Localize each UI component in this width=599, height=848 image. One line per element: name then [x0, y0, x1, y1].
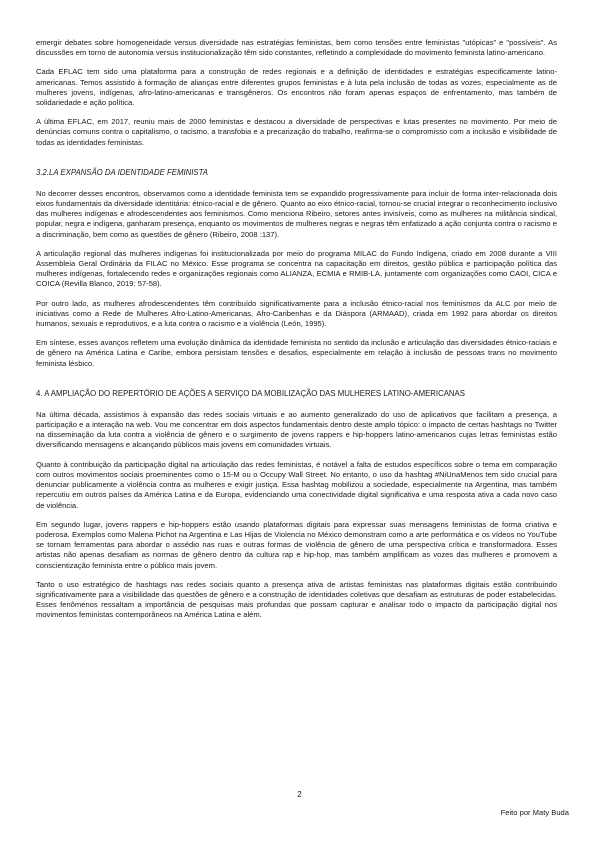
section-3-2-heading: 3.2.LA EXPANSÃO DA IDENTIDADE FEMINISTA	[36, 167, 209, 177]
footer-credit: Feito por Maty Buda	[500, 808, 569, 817]
page-number: 2	[297, 790, 302, 799]
section-4-paragraph-1: Na última década, assistimos à expansão das redes sociais virtuais e ao aumento generalizado do uso de aplicativos que facilitam a presença, a participação e a interação na web. Vou me concentrar em dois aspectos fundamentais dentro deste amplo tópico: o impacto de certas hashtags no Twitter na disseminação da luta contra a violência de gênero e o surgimento de jovens rappers e hip-hoppers latino-americanos cujas letras feministas estão diversificando mensagens e alcançando públicos mais jovens em comunidades virtuais.	[36, 409, 557, 450]
intro-paragraph-2: Cada EFLAC tem sido uma plataforma para a construção de redes regionais e a definição de identidades e estratégias especificamente latino-americanas. Temos assistido à formação de alianças entre diferentes grupos feministas e à luta pela inclusão de todas as vozes, especialmente as de mulheres jovens, indígenas, afro-latino-americanas e transgêneros. Os encontros não foram apenas espaços de enfrentamento, mas também de solidariedade e ação política.	[36, 67, 557, 108]
section-4-heading: 4. A AMPLIAÇÃO DO REPERTÓRIO DE AÇÕES A SERVIÇO DA MOBILIZAÇÃO DAS MULHERES LATINO-AMERICANAS	[36, 388, 465, 398]
section-4-paragraph-3: Em segundo lugar, jovens rappers e hip-hoppers estão usando plataformas digitais para expressar suas mensagens feministas de forma criativa e poderosa. Exemplos como Malena Pichot na Argentina e Las Hijas de Violencia no México demonstram como a arte performática e os vídeos no YouTube se tornam ferramentas para abordar o assédio nas ruas e outras formas de violência de gênero de uma perspectiva crítica e transformadora. Esses artistas não apenas desafiam as normas de gênero dentro da cultura rap e hip-hop, mas também amplificam as vozes das mulheres e promovem a conscientização feminista entre o público mais jovem.	[36, 519, 557, 570]
intro-paragraph-1: emergir debates sobre homogeneidade versus diversidade nas estratégias feministas, bem como tensões entre feministas "utópicas" e "possíveis". As discussões em torno de autonomia versus institucionalização têm sido constantes, refletindo a complexidade do movimento feminista latino-americano.	[36, 38, 557, 58]
section-3-2-paragraph-2: A articulação regional das mulheres indígenas foi institucionalizada por meio do programa MILAC do Fundo Indígena, criado em 2008 durante a VIII Assembleia Geral Ordinária da FILAC no México. Esse programa se concentra na capacitação em direitos, gestão pública e participação política das mulheres indígenas, fortalecendo redes e organizações regionais como ALIANZA, ECMIA e RMIB-LA, juntamente com organizações como CAOI, CICA e COICA (Revilla Blanco, 2019: 57-58).	[36, 248, 557, 289]
section-3-2-paragraph-4: Em síntese, esses avanços refletem uma evolução dinâmica da identidade feminista no sentido da inclusão e articulação das diversidades étnico-raciais e de gênero na América Latina e Caribe, embora persistam tensões e desafios, especialmente em relação à inclusão de pessoas trans no movimento feminista lésbico.	[36, 338, 557, 368]
section-4-paragraph-2: Quanto à contribuição da participação digital na articulação das redes feministas, é notável a falta de estudos específicos sobre o tema em comparação com outros movimentos sociais proeminentes como o 15-M ou o Occupy Wall Street. No entanto, o uso da hashtag #NiUnaMenos tem sido crucial para denunciar publicamente a violência contra as mulheres e exigir justiça. Essa hashtag mobilizou a sociedade, especialmente na Argentina, mas também repercutiu em outros países da América Latina e da Europa, evidenciando uma conectividade digital significativa e uma resposta ativa a cada novo caso de violência.	[36, 459, 557, 510]
section-4-paragraph-4: Tanto o uso estratégico de hashtags nas redes sociais quanto a presença ativa de artistas feministas nas plataformas digitais estão contribuindo significativamente para a visibilidade das questões de gênero e a construção de identidades coletivas que desafiam as estruturas de poder estabelecidas. Esses fenômenos ressaltam a importância de pesquisas mais profundas que possam capturar e analisar todo o impacto da participação digital nos movimentos feministas contemporâneos na América Latina e além.	[36, 579, 557, 620]
intro-paragraph-3: A última EFLAC, em 2017, reuniu mais de 2000 feministas e destacou a diversidade de perspectivas e lutas presentes no movimento. Por meio de denúncias comuns contra o capitalismo, o racismo, a transfobia e a precarização do trabalho, reafirma-se o compromisso com a inclusão e visibilidade de todas as identidades feministas.	[36, 117, 557, 147]
section-3-2-paragraph-1: No decorrer desses encontros, observamos como a identidade feminista tem se expandido progressivamente para incluir de forma inter-relacionada dois eixos fundamentais da diversidade identitária: étnico-racial e de gênero. Quanto ao eixo étnico-racial, tornou-se crucial integrar o reconhecimento inclusivo das mulheres indígenas e afrodescendentes aos feminismos. Como menciona Ribeiro, setores antes invisíveis, como as mulheres na militância sindical, popular, negra e indígena, ganharam presença, enquanto os movimentos de mulheres negras e negras têm enfatizado a ação conjunta contra o racismo e a discriminação, bem como as questões de gênero (Ribeiro, 2008 :137).	[36, 188, 557, 239]
section-3-2-paragraph-3: Por outro lado, as mulheres afrodescendentes têm contribuído significativamente para a inclusão étnico-racial nos feminismos da ALC por meio de iniciativas como a Rede de Mulheres Afro-Latino-Americanas, Afro-Caribenhas e da Diáspora (ARMAAD), criada em 1992 para abordar os direitos humanos, sexuais e reprodutivos, e a luta contra o racismo e a violência (León, 1995).	[36, 298, 557, 329]
